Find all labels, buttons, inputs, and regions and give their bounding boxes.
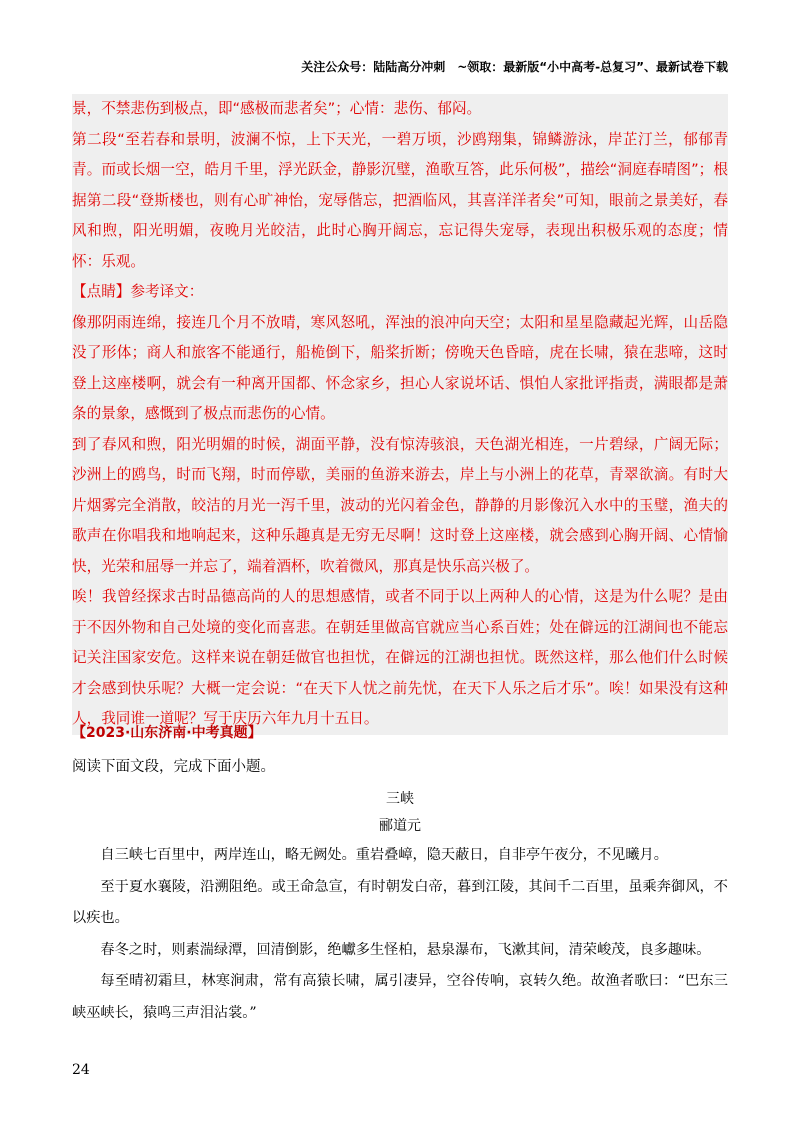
passage-title: 三峡 — [386, 791, 414, 807]
question-instruction: 阅读下面文段，完成下面小题。 — [72, 759, 275, 775]
page-number: 24 — [72, 1062, 90, 1078]
question-source: 【2023·山东济南·中考真题】 — [72, 725, 262, 741]
passage-paragraph: 每至晴初霜旦，林寒涧肃，常有高猿长啸，属引凄异，空谷传响，哀转久绝。故渔者歌曰：“巴东三峡巫峡长，猿鸣三声泪沾裳。” — [72, 973, 728, 1021]
answer-paragraph: 第二段“至若春和景明，波澜不惊，上下天光，一碧万顷，沙鸥翔集，锦鳞游泳，岸芷汀兰，郁郁青青。而或长烟一空，皓月千里，浮光跃金，静影沉璧，渔歌互答，此乐何极”，描绘“洞庭春晴图”；根据第二段“登斯楼也，则有心旷神怡，宠辱偕忘，把酒临风，其喜洋洋者矣”可知，眼前之景美好，春风和煦，阳光明媚，夜晚月光皎洁，此时心胸开阔忘，忘记得失宠辱，表现出积极乐观的态度；情怀：乐观。 — [72, 130, 728, 270]
page-header: 关注公众号：陆陆高分冲刺 ~领取：最新版“小中高考-总复习”、最新试卷下载 — [301, 60, 728, 74]
answer-analysis-block — [72, 94, 728, 735]
passage-paragraph: 至于夏水襄陵，沿溯阻绝。或王命急宣，有时朝发白帝，暮到江陵，其间千二百里，虽乘奔御风，不以疾也。 — [72, 878, 728, 926]
passage-body — [72, 840, 728, 1029]
translation-paragraph: 到了春风和煦，阳光明媚的时候，湖面平静，没有惊涛骇浪，天色湖光相连，一片碧绿，广阔无际；沙洲上的鸥鸟，时而飞翔，时而停歇，美丽的鱼游来游去，岸上与小洲上的花草，青翠欲滴。有时大片烟雾完全消散，皎洁的月光一泻千里，波动的光闪着金色，静静的月影像沉入水中的玉璧，渔夫的歌声在你唱我和地响起来，这种乐趣真是无穷无尽啊！这时登上这座楼，就会感到心胸开阔、心情愉快，光荣和屈辱一并忘了，端着酒杯，吹着微风，那真是快乐高兴极了。 — [72, 435, 728, 575]
passage-paragraph: 自三峡七百里中，两岸连山，略无阙处。重岩叠嶂，隐天蔽日，自非亭午夜分，不见曦月。 — [100, 847, 668, 863]
answer-paragraph: 景，不禁悲伤到极点，即“感极而悲者矣”；心情：悲伤、郁闷。 — [72, 100, 482, 117]
translation-paragraph: 唉！我曾经探求古时品德高尚的人的思想感情，或者不同于以上两种人的心情，这是为什么呢？是由于不因外物和自己处境的变化而喜悲。在朝廷里做高官就应当心系百姓；处在僻远的江湖间也不能忘记关注国家安危。这样来说在朝廷做官也担忧，在僻远的江湖也担忧。既然这样，那么他们什么时候才会感到快乐呢？大概一定会说：“在天下人忧之前先忧，在天下人乐之后才乐”。唉！如果没有这种人，我同谁一道呢？写于庆历六年九月十五日。 — [72, 588, 728, 727]
translation-paragraph: 像那阴雨连绵，接连几个月不放晴，寒风怒吼，浑浊的浪冲向天空；太阳和星星隐藏起光辉，山岳隐没了形体；商人和旅客不能通行，船桅倒下，船桨折断；傍晚天色昏暗，虎在长啸，猿在悲啼，这时登上这座楼啊，就会有一种离开国都、怀念家乡，担心人家说坏话、惧怕人家批评指责，满眼都是萧条的景象，感慨到了极点而悲伤的心情。 — [72, 313, 728, 422]
annotation-heading: 【点睛】参考译文： — [72, 283, 204, 300]
passage-author: 郦道元 — [379, 818, 421, 834]
passage-paragraph: 春冬之时，则素湍绿潭，回清倒影，绝巘多生怪柏，悬泉瀑布，飞漱其间，清荣峻茂，良多趣味。 — [100, 941, 711, 958]
